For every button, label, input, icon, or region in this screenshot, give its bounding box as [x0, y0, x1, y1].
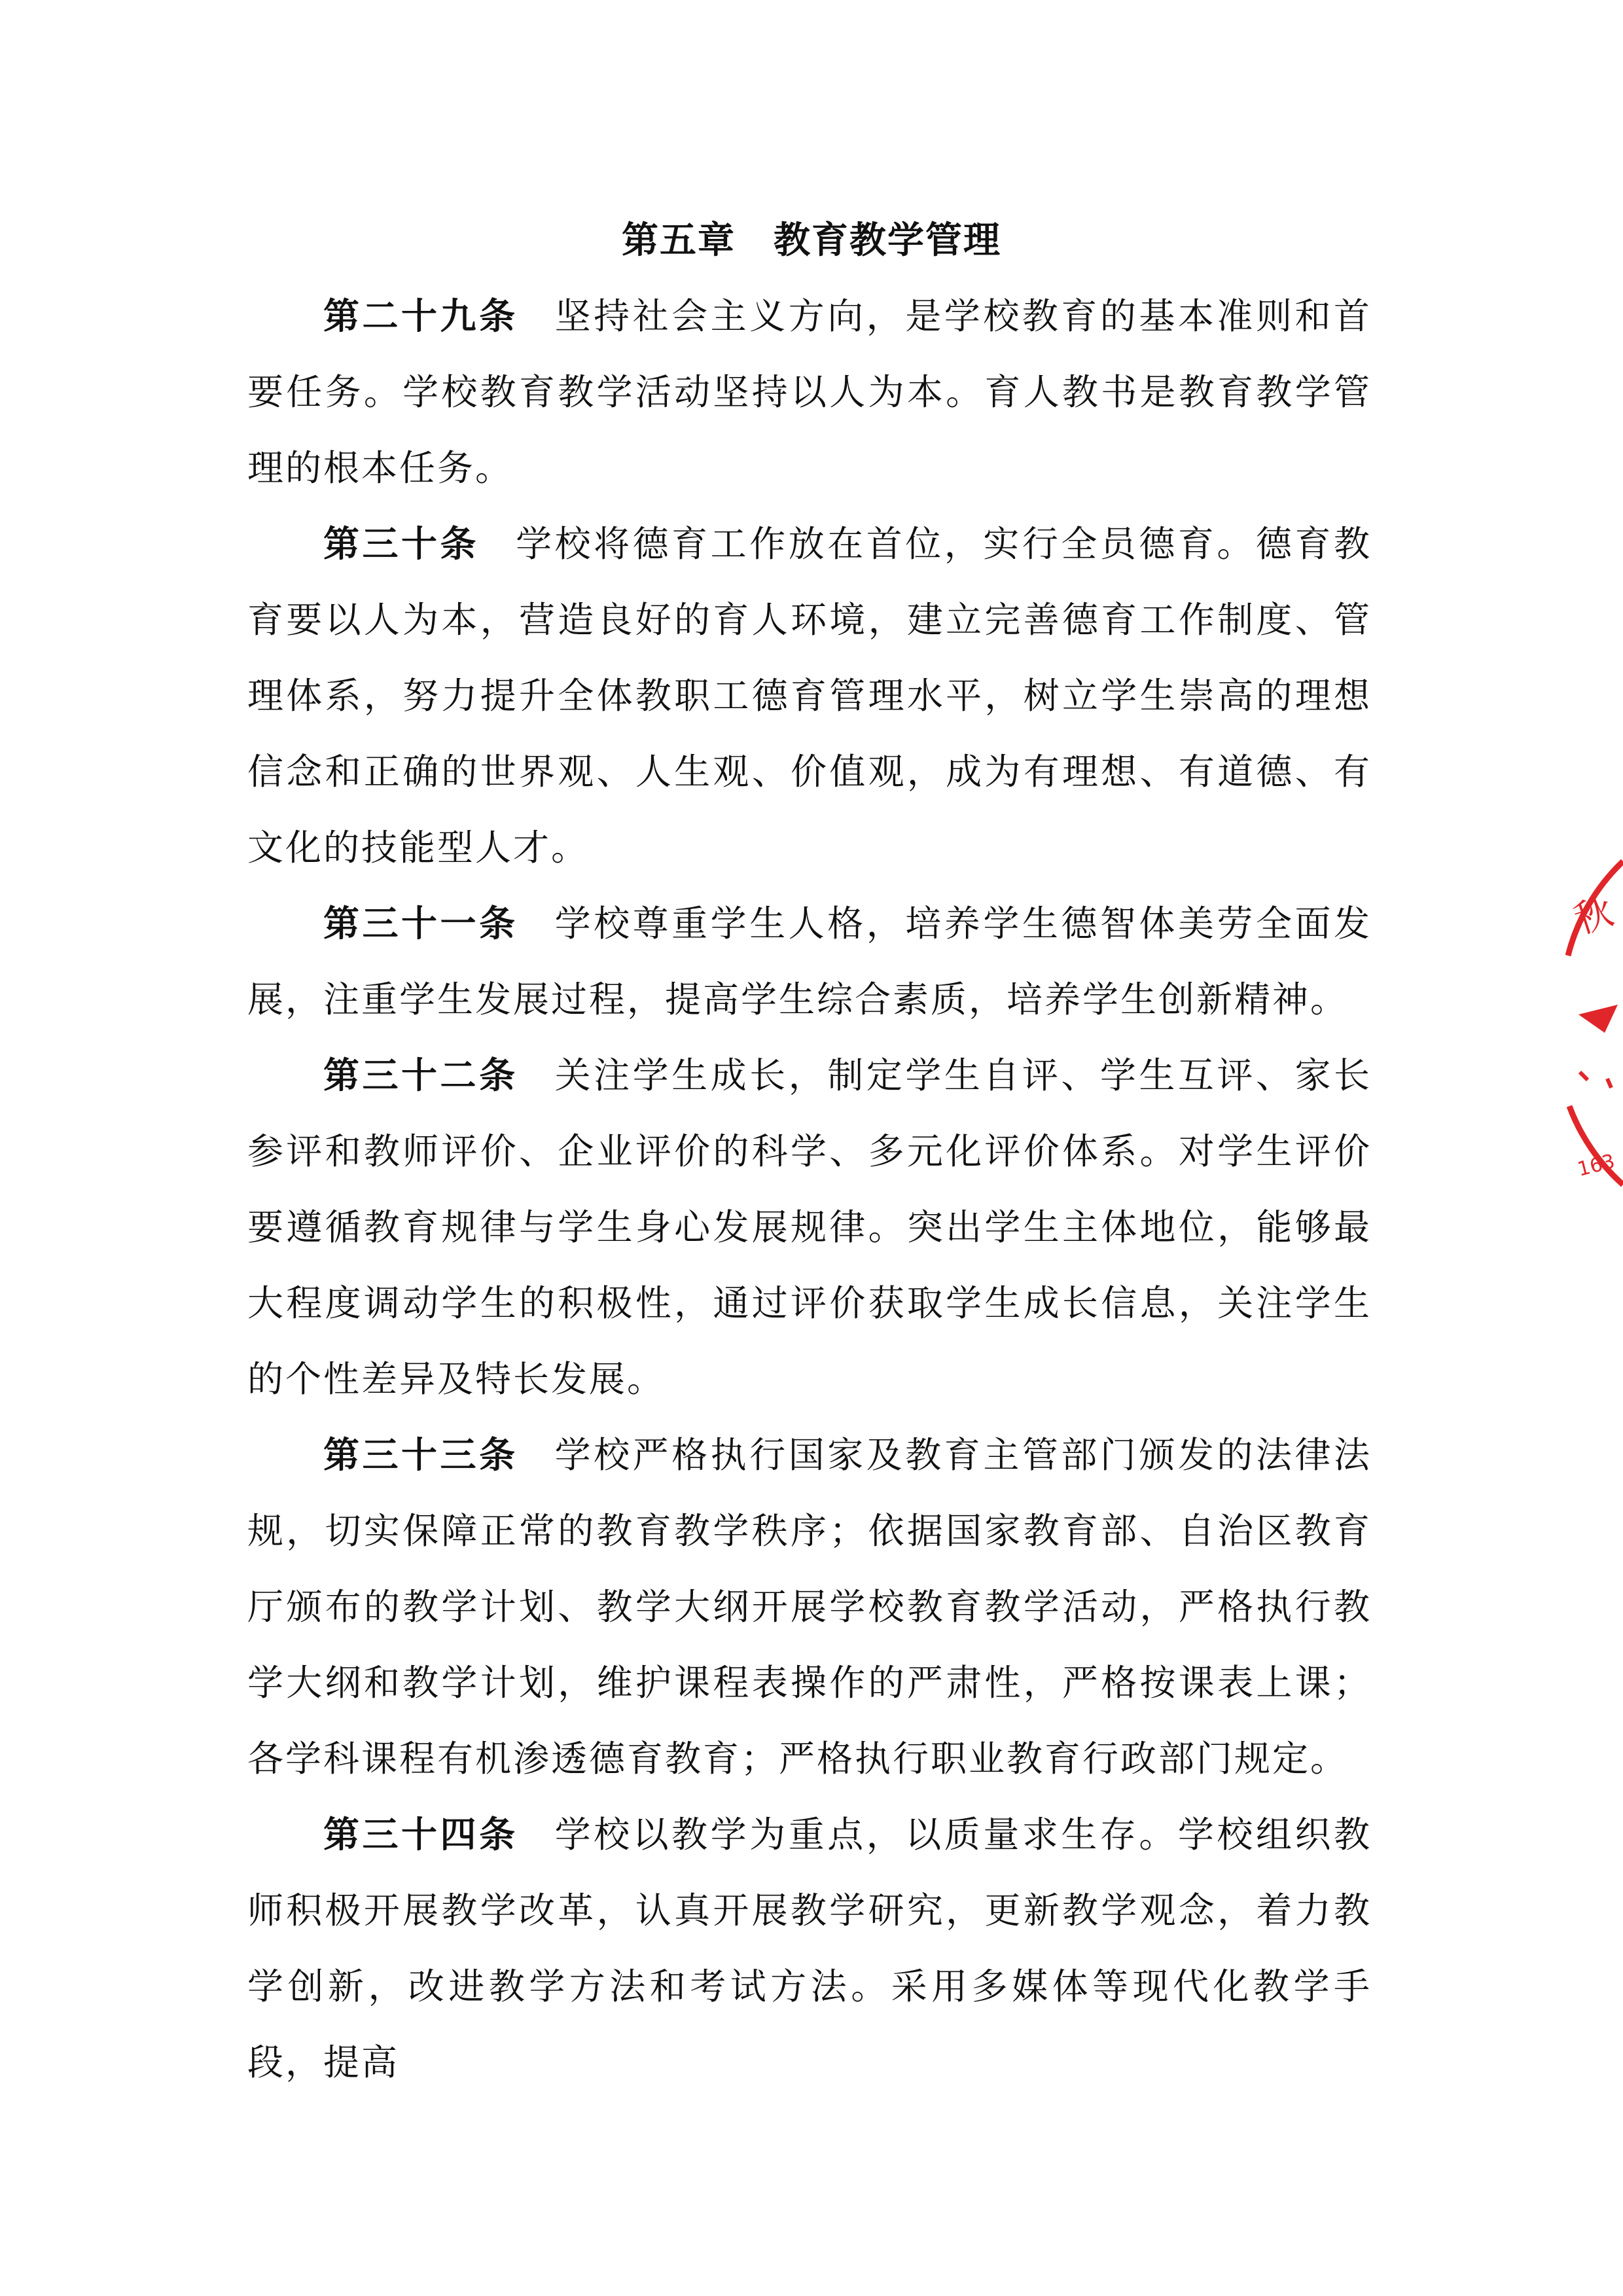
- article-text: 学校以教学为重点，以质量求生存。学校组织教师积极开展教学改革，认真开展教学研究，更新教学观念，着力教学创新，改进教学方法和考试方法。采用多媒体等现代化教学手段，提高: [247, 1814, 1372, 2083]
- article-label: 第三十一条: [323, 903, 518, 944]
- article-label: 第三十条: [323, 523, 480, 565]
- seal-mark: [1578, 1005, 1618, 1033]
- article-label: 第三十三条: [323, 1434, 518, 1476]
- article-33: [247, 1417, 1372, 1797]
- article-34: [247, 1797, 1372, 2100]
- seal-glyph-top: 秋: [1568, 888, 1618, 943]
- article-label: 第二十九条: [323, 295, 518, 337]
- article-32: [247, 1037, 1372, 1417]
- article-text: 学校严格执行国家及教育主管部门颁发的法律法规，切实保障正常的教育教学秩序；依据国家教育部、自治区教育厅颁布的教学计划、教学大纲开展学校教育教学活动，严格执行教学大纲和教学计划，维护课程表操作的严肃性，严格按课表上课；各学科课程有机渗透德育教育；严格执行职业教育行政部门规定。: [247, 1434, 1372, 1780]
- seal-glyph-bottom: 163: [1575, 1149, 1618, 1181]
- seal-stamp-icon: [1565, 857, 1623, 1198]
- seal-tick-1: [1580, 1072, 1588, 1080]
- article-label: 第三十四条: [323, 1814, 518, 1856]
- article-30: [247, 506, 1372, 886]
- article-29: [247, 278, 1372, 506]
- chapter-title: 第五章 教育教学管理: [622, 219, 1001, 262]
- article-text: 关注学生成长，制定学生自评、学生互评、家长参评和教师评价、企业评价的科学、多元化评价体系。对学生评价要遵循教育规律与学生身心发展规律。突出学生主体地位，能够最大程度调动学生的积极性，通过评价获取学生成长信息，关注学生的个性差异及特长发展。: [247, 1054, 1372, 1400]
- seal-stamp-fragment: [1565, 857, 1623, 1198]
- article-31: [247, 886, 1372, 1037]
- articles-body: [247, 278, 1372, 2100]
- article-text: 学校尊重学生人格，培养学生德智体美劳全面发展，注重学生发展过程，提高学生综合素质，培养学生创新精神。: [247, 903, 1372, 1020]
- article-label: 第三十二条: [323, 1054, 518, 1096]
- article-text: 学校将德育工作放在首位，实行全员德育。德育教育要以人为本，营造良好的育人环境，建立完善德育工作制度、管理体系，努力提升全体教职工德育管理水平，树立学生崇高的理想信念和正确的世界观、人生观、价值观，成为有理想、有道德、有文化的技能型人才。: [247, 523, 1372, 869]
- seal-tick-2: [1607, 1079, 1611, 1088]
- article-text: 坚持社会主义方向，是学校教育的基本准则和首要任务。学校教育教学活动坚持以人为本。育人教书是教育教学管理的根本任务。: [247, 295, 1372, 489]
